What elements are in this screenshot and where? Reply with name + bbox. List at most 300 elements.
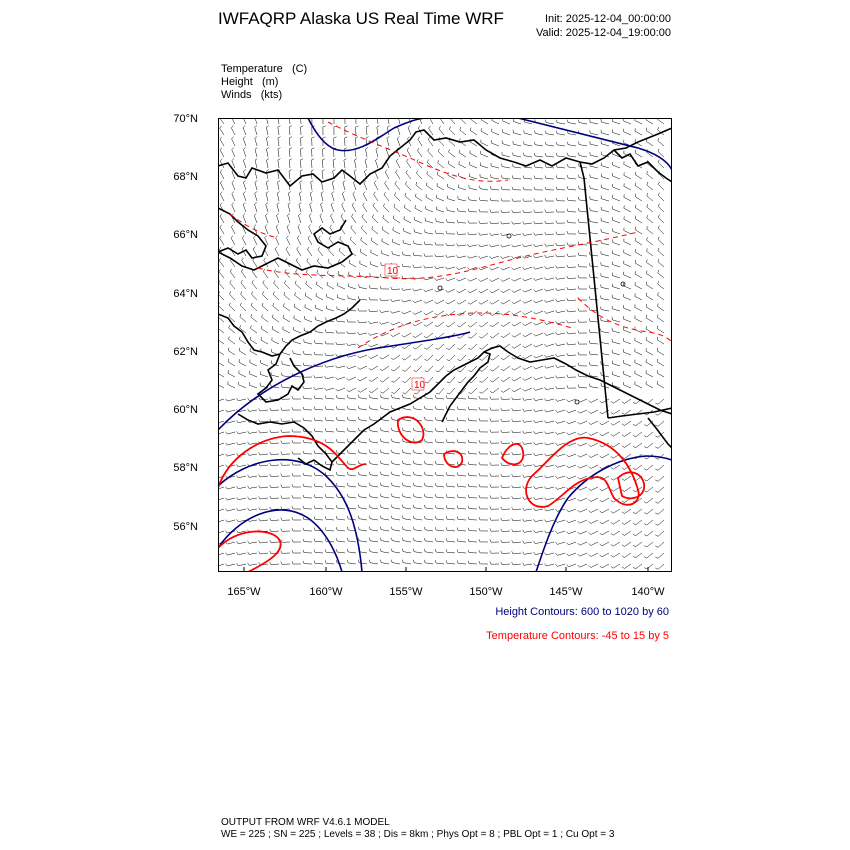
wind-barb [338,271,345,278]
wind-barb [381,516,390,520]
wind-barb [303,451,312,454]
wind-barb [314,429,323,432]
wind-barb [490,221,499,224]
wind-barb [370,549,379,553]
wind-barb [403,483,412,487]
wind-barb [658,270,664,278]
wind-barb [457,255,467,257]
wind-barb [270,496,279,499]
wind-barb [613,206,620,212]
wind-barb [534,210,543,213]
variable-winds [221,89,282,101]
wind-barb [644,487,653,492]
wind-barb [556,410,566,412]
wind-barb [230,280,235,289]
wind-barb [578,275,587,278]
wind-barb [394,193,400,202]
wind-barb [468,528,477,531]
wind-barb [479,322,488,327]
wind-barb [266,126,268,136]
wind-barb [589,340,598,344]
wind-barb [424,560,433,564]
wind-barb [220,236,224,245]
wind-barb [297,247,301,256]
wind-barb [502,129,510,135]
wind-barb [556,553,566,555]
wind-barb [457,407,466,411]
wind-barb [633,520,642,525]
wind-barb [220,192,224,201]
wind-barb [272,315,279,323]
wind-barb [347,343,357,346]
wind-barb [304,339,312,344]
wind-barb [232,203,235,212]
wind-barb [336,377,346,380]
wind-barb [392,483,401,487]
wind-barb [305,293,312,300]
wind-barb [657,326,664,333]
wind-barb [316,282,323,289]
wind-barb [479,539,488,542]
wind-barb [578,352,587,355]
wind-barb [310,192,313,202]
wind-barb [402,355,411,360]
wind-barb [600,564,609,568]
wind-barb [457,484,466,488]
wind-barb [325,472,334,476]
wind-barb [644,443,653,448]
wind-barb [261,360,268,366]
wind-barb [501,419,510,422]
wind-barb [512,430,521,433]
wind-barb [545,509,555,511]
wind-barb [534,176,543,179]
wind-barb [435,450,444,454]
wind-barb [416,182,422,190]
wind-barb [479,333,488,338]
wind-barb [331,203,334,213]
wind-barb [306,281,312,289]
wind-barb [358,296,367,300]
wind-barb [248,563,257,566]
wind-barb [502,152,510,157]
wind-barb [468,197,477,201]
wind-barb [590,208,598,213]
wind-barb [229,303,235,311]
wind-barb [292,517,301,520]
wind-barb [457,517,466,521]
wind-barb [556,454,566,456]
wind-barb [292,418,301,421]
lon-label: 145°W [549,586,583,598]
wind-barb [512,540,521,543]
wind-barb [347,428,356,432]
wind-barb [601,119,609,124]
wind-barb [501,540,510,543]
wind-barb [270,452,279,455]
wind-barb [435,538,444,542]
wind-barb [655,520,664,525]
wind-barb [288,203,290,213]
wind-barb [590,185,598,190]
wind-barb [435,439,444,443]
wind-barb [383,204,389,212]
wind-barb [579,120,587,124]
wind-barb [612,250,620,256]
wind-barb [402,311,412,314]
wind-barb [479,278,488,282]
wind-barb [372,226,378,234]
wind-barb [644,498,653,503]
wind-barb [479,418,488,421]
wind-barb [232,148,235,157]
wind-barb [567,220,576,223]
wind-barb [363,192,367,201]
wind-barb [403,516,412,520]
wind-barb [512,344,521,348]
wind-barb [303,396,312,399]
wind-barb [501,551,510,554]
wind-barb [248,431,257,434]
wind-barb [556,531,566,533]
wind-barb [322,159,325,168]
wind-barb [658,248,664,256]
wind-barb [348,284,356,290]
wind-barb [416,171,422,179]
wind-barb [259,540,268,543]
wind-barb [254,214,257,224]
wind-barb [622,443,631,448]
wind-barb [458,377,466,383]
wind-barb [568,120,577,124]
wind-barb [556,232,565,235]
wind-barb [437,183,444,190]
wind-barb [524,153,533,157]
wind-barb [281,529,290,532]
wind-barb [336,330,345,333]
wind-barb [424,253,433,256]
wind-barb [255,203,258,213]
wind-barb [337,295,345,300]
wind-barb [479,256,489,258]
wind-barb [501,300,510,304]
wind-barb [534,453,544,456]
wind-barb [624,239,631,246]
wind-barb [237,475,247,478]
wind-barb [556,386,565,389]
wind-barb [490,484,499,487]
wind-barb [490,366,499,371]
wind-barb [658,304,665,312]
wind-barb [523,322,532,326]
wind-barb [601,329,609,333]
wind-barb [347,377,356,380]
wind-barb [266,203,268,213]
wind-barb [490,429,499,432]
wind-barb [414,560,423,564]
wind-barb [468,561,477,564]
wind-barb [512,408,521,411]
wind-barb [332,181,335,191]
wind-barb [534,530,544,533]
wind-barb [446,300,455,304]
wind-barb [657,359,664,366]
wind-barb [393,227,400,234]
wind-barb [567,399,577,402]
wind-barb [658,237,664,245]
wind-barb [446,231,455,234]
wind-barb [601,141,609,146]
wind-barb [403,240,411,245]
init-time: Init: 2025-12-04_00:00:00 [545,13,671,25]
wind-barb [502,141,510,146]
wind-barb [363,203,367,212]
wind-barb [490,186,499,190]
wind-barb [534,289,544,292]
wind-barb [501,175,510,179]
wind-barb [646,381,653,388]
wind-barb [381,428,390,432]
wind-barb [458,185,466,191]
wind-barb [479,388,488,393]
wind-barb [545,553,555,555]
wind-barb [403,472,412,476]
wind-barb [513,119,521,125]
wind-barb [490,388,499,393]
wind-barb [230,291,236,300]
wind-barb [644,432,653,437]
wind-barb [589,564,598,568]
wind-barb [414,549,423,553]
wind-barb [479,462,488,465]
wind-barb [342,203,345,212]
wind-barb [501,388,510,392]
wind-barb [600,553,609,557]
wind-barb [468,289,477,293]
wind-barb [446,417,455,421]
wind-barb [259,518,268,521]
wind-barb [322,170,325,179]
wind-barb [624,338,632,344]
wind-barb [512,222,521,225]
wind-barb [501,210,510,213]
wind-barb [624,316,632,322]
wind-barb [250,371,257,377]
wind-barb [370,461,379,465]
wind-barb [369,388,378,393]
wind-barb [226,432,236,434]
wind-barb [243,181,246,191]
wind-barb [567,231,576,234]
wind-barb [534,255,544,258]
wind-barb [457,429,466,433]
wind-barb [534,431,544,434]
wind-barb [359,272,367,278]
wind-barb [578,498,588,501]
wind-barb [298,214,301,224]
wind-barb [292,451,301,454]
wind-barb [337,306,345,311]
wind-barb [490,198,499,201]
wind-barb [600,421,609,425]
wind-barb [449,149,455,157]
wind-barb [314,539,323,542]
wind-barb [311,159,314,168]
wind-barb [600,531,609,535]
wind-barb [259,430,268,433]
wind-barb [314,561,323,564]
wind-barb [647,226,653,234]
wind-barb [301,148,304,157]
wind-barb [512,278,522,281]
wind-barb [314,352,323,355]
wind-barb [479,484,488,487]
wind-barb [250,337,257,344]
wind-barb [449,127,455,135]
wind-barb [457,267,467,270]
wind-barb [424,439,433,443]
wind-barb [403,494,412,498]
wind-barb [545,244,554,247]
wind-barb [307,247,312,256]
wind-barb [436,218,444,223]
wind-barb [578,564,588,567]
contour-labels [385,264,426,391]
wind-barb [479,506,488,509]
wind-barb [567,553,577,556]
wind-barb [479,209,488,212]
wind-barb [613,217,621,223]
wind-barb [469,185,477,190]
wind-barb [590,152,598,157]
wind-barb [303,440,312,443]
wind-barb [647,237,653,245]
wind-barb [446,322,455,327]
wind-barb [612,350,620,355]
lat-label: 62°N [173,346,198,358]
wind-barb [512,397,521,400]
wind-barb [578,308,587,311]
wind-barb [635,360,642,366]
wind-barb [403,527,412,531]
wind-barb [501,322,510,327]
wind-barb [314,550,323,553]
wind-barb [635,227,642,234]
wind-barb [361,237,367,245]
wind-barb [644,564,653,569]
wind-barb [545,142,554,146]
wind-barb [251,325,258,333]
wind-barb [237,431,247,434]
wind-barb [589,454,598,458]
wind-barb [457,244,466,247]
wind-barb [248,475,257,478]
wind-barb [248,552,257,555]
wind-barb [370,527,379,531]
wind-barb [589,531,598,535]
wind-barb [226,399,236,401]
wind-barb [325,365,334,368]
wind-barb [424,549,433,553]
wind-barb [270,463,279,466]
wind-barb [501,256,511,259]
wind-barb [237,541,247,544]
wind-barb [567,198,576,202]
wind-barb [219,258,224,267]
wind-barb [523,278,533,281]
wind-barb [435,461,444,465]
wind-barb [622,410,631,415]
wind-barb [624,272,631,278]
wind-barb [347,388,356,392]
wind-barb [556,164,565,168]
wind-barb [501,562,510,565]
wind-barb [342,192,345,202]
wind-barb [424,450,433,454]
wind-barb [490,233,499,236]
wind-barb [523,244,533,246]
wind-barb [490,355,499,360]
wind-barb [404,228,411,234]
wind-barb [622,564,631,569]
wind-barb [366,148,369,158]
wind-barb [312,137,315,146]
wind-barb [523,398,532,401]
wind-barb [281,474,290,477]
wind-barb [281,452,290,455]
wind-barb [359,417,368,421]
wind-barb [644,553,653,558]
wind-barb [480,163,488,169]
wind-barb [296,258,301,267]
wind-barb [265,214,268,224]
wind-barb [381,494,390,498]
wind-barb [228,359,235,366]
wind-barb [457,495,466,499]
wind-barb [446,395,455,399]
wind-barb [635,150,642,157]
wind-barb [446,560,455,564]
wind-barb [490,396,499,399]
wind-barb [303,539,312,542]
wind-barb [447,388,455,394]
wind-barb [633,564,642,569]
wind-barb [600,509,609,513]
wind-barb [436,207,444,212]
wind-barb [359,439,368,443]
wind-barb [578,286,587,289]
wind-barb [261,337,268,344]
wind-barb [426,183,433,190]
wind-barb [325,353,334,356]
wind-barb [242,236,246,245]
wind-barb [624,360,631,366]
wind-barb [658,215,664,223]
wind-barb [408,126,411,136]
wind-barb [359,516,368,520]
wind-barb [567,353,576,356]
wind-barb [512,245,522,247]
wind-barb [435,266,445,269]
wind-barb [325,388,335,390]
wind-barb [402,366,411,371]
wind-barb [468,440,477,443]
wind-barb [633,542,642,547]
wind-barb [468,278,477,281]
wind-barb [391,377,400,382]
wind-barb [220,225,224,234]
wind-barb [243,214,246,224]
